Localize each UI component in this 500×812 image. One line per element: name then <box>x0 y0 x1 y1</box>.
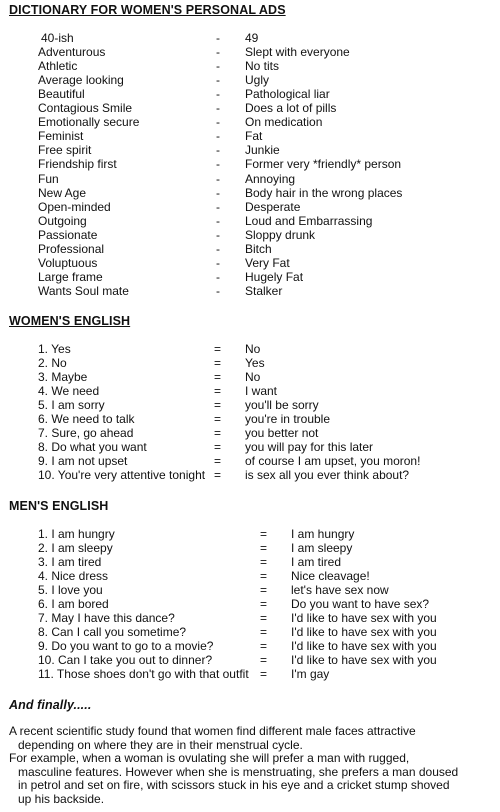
definition-row <box>0 583 500 597</box>
meaning-text: Annoying <box>245 171 296 186</box>
study-line-1: A recent scientific study found that women find different male faces attractive <box>9 724 416 738</box>
term-text: Free spirit <box>38 143 92 158</box>
separator-text: = <box>214 356 222 370</box>
term-text: 1. Yes <box>38 342 71 356</box>
definition-row <box>0 667 500 681</box>
study-line-2: depending on where they are in their menstrual cycle. <box>18 737 303 752</box>
definition-row <box>0 157 500 171</box>
separator-text: - <box>216 255 220 270</box>
term-text: New Age <box>38 185 87 200</box>
definition-row <box>0 228 500 242</box>
term-text: 7. Sure, go ahead <box>38 426 134 440</box>
meaning-text: Hugely Fat <box>245 269 304 284</box>
definition-row <box>0 356 500 370</box>
separator-text: - <box>216 59 220 74</box>
womens-english-title: WOMEN'S ENGLISH <box>9 314 131 328</box>
definition-row <box>0 555 500 569</box>
separator-text: - <box>216 227 220 242</box>
definition-row <box>0 87 500 101</box>
definition-row <box>0 398 500 412</box>
separator-text: - <box>216 115 220 130</box>
term-text: 1. I am hungry <box>38 527 115 541</box>
separator-text: = <box>260 653 268 667</box>
term-text: 9. I am not upset <box>38 454 128 468</box>
study-paragraph <box>9 725 499 752</box>
meaning-text: Very Fat <box>245 255 290 270</box>
separator-text: - <box>216 101 220 116</box>
definition-row <box>0 569 500 583</box>
term-text: 8. Do what you want <box>38 440 147 454</box>
definition-row <box>0 101 500 115</box>
separator-text: - <box>216 213 220 228</box>
term-text: 5. I love you <box>38 583 103 597</box>
separator-text: - <box>216 143 220 158</box>
meaning-text: Ugly <box>245 73 270 88</box>
meaning-text: No <box>245 370 261 384</box>
definition-row <box>0 625 500 639</box>
meaning-text: Do you want to have sex? <box>291 597 430 611</box>
definition-row <box>0 440 500 454</box>
definition-row <box>0 426 500 440</box>
separator-text: = <box>260 569 268 583</box>
separator-text: = <box>214 398 222 412</box>
definition-row <box>0 639 500 653</box>
definition-row <box>0 370 500 384</box>
separator-text: - <box>216 87 220 102</box>
definition-row <box>0 384 500 398</box>
meaning-text: No <box>245 342 261 356</box>
definition-row <box>0 454 500 468</box>
term-text: Adventurous <box>38 45 106 60</box>
term-text: 11. Those shoes don't go with that outfit <box>38 667 249 681</box>
term-text: 5. I am sorry <box>38 398 105 412</box>
separator-text: - <box>216 157 220 172</box>
term-text: 9. Do you want to go to a movie? <box>38 639 214 653</box>
separator-text: = <box>214 440 222 454</box>
meaning-text: let's have sex now <box>291 583 389 597</box>
meaning-text: you better not <box>245 426 319 440</box>
meaning-text: No tits <box>245 59 280 74</box>
definition-row <box>0 172 500 186</box>
definition-row <box>0 284 500 298</box>
meaning-text: you're in trouble <box>245 412 331 426</box>
meaning-text: I am hungry <box>291 527 355 541</box>
definition-row <box>0 45 500 59</box>
term-text: 4. Nice dress <box>38 569 109 583</box>
meaning-text: I'd like to have sex with you <box>291 625 437 639</box>
term-text: 3. I am tired <box>38 555 102 569</box>
definition-row <box>0 214 500 228</box>
separator-text: = <box>260 541 268 555</box>
term-text: 2. I am sleepy <box>38 541 113 555</box>
dictionary-title: DICTIONARY FOR WOMEN'S PERSONAL ADS <box>9 3 286 17</box>
meaning-text: you will pay for this later <box>245 440 374 454</box>
meaning-text: Junkie <box>245 143 280 158</box>
mens-english-title: MEN'S ENGLISH <box>9 499 109 513</box>
definition-row <box>0 412 500 426</box>
definition-row <box>0 527 500 541</box>
separator-text: = <box>260 667 268 681</box>
example-line-1: For example, when a woman is ovulating she will prefer a man with rugged, <box>9 751 410 765</box>
term-text: Feminist <box>38 129 84 144</box>
meaning-text: On medication <box>245 115 323 130</box>
term-text: Beautiful <box>38 87 85 102</box>
definition-row <box>0 186 500 200</box>
term-text: 4. We need <box>38 384 100 398</box>
term-text: Emotionally secure <box>38 115 140 130</box>
separator-text: - <box>216 171 220 186</box>
term-text: Large frame <box>38 269 103 284</box>
term-text: Average looking <box>38 73 124 88</box>
separator-text: = <box>214 342 222 356</box>
separator-text: - <box>216 241 220 256</box>
meaning-text: I am sleepy <box>291 541 353 555</box>
term-text: Wants Soul mate <box>38 283 129 298</box>
term-text: Contagious Smile <box>38 101 133 116</box>
separator-text: - <box>216 283 220 298</box>
meaning-text: Stalker <box>245 283 283 298</box>
meaning-text: Fat <box>245 129 263 144</box>
meaning-text: is sex all you ever think about? <box>245 468 410 482</box>
meaning-text: Does a lot of pills <box>245 101 337 116</box>
definition-row <box>0 270 500 284</box>
separator-text: = <box>214 454 222 468</box>
separator-text: - <box>216 73 220 88</box>
example-line-2: masculine features. However when she is menstruating, she prefers a man doused <box>18 764 459 779</box>
example-line-3: in petrol and set on fire, with scissors stuck in his eye and a cricket stump shoved <box>18 778 450 793</box>
separator-text: - <box>216 269 220 284</box>
definition-row <box>0 541 500 555</box>
definition-row <box>0 129 500 143</box>
meaning-text: Nice cleavage! <box>291 569 370 583</box>
separator-text: = <box>260 639 268 653</box>
definition-row <box>0 31 500 45</box>
meaning-text: I'd like to have sex with you <box>291 611 437 625</box>
term-text: Friendship first <box>38 157 117 172</box>
definition-row <box>0 468 500 482</box>
definition-row <box>0 242 500 256</box>
separator-text: = <box>260 555 268 569</box>
meaning-text: you'll be sorry <box>245 398 319 412</box>
definition-row <box>0 342 500 356</box>
term-text: 8. Can I call you sometime? <box>38 625 187 639</box>
meaning-text: Yes <box>245 356 265 370</box>
separator-text: - <box>216 185 220 200</box>
meaning-text: Loud and Embarrassing <box>245 213 373 228</box>
definition-row <box>0 115 500 129</box>
meaning-text: 49 <box>245 31 259 45</box>
term-text: 6. I am bored <box>38 597 109 611</box>
and-finally-title: And finally..... <box>9 698 92 712</box>
separator-text: = <box>260 625 268 639</box>
term-text: Open-minded <box>38 199 111 214</box>
definition-row <box>0 256 500 270</box>
meaning-text: I'm gay <box>291 667 330 681</box>
term-text: 40-ish <box>41 31 74 45</box>
separator-text: - <box>216 31 220 45</box>
separator-text: - <box>216 199 220 214</box>
meaning-text: Desperate <box>245 199 301 214</box>
separator-text: = <box>214 370 222 384</box>
meaning-text: Bitch <box>245 241 272 256</box>
definition-row <box>0 653 500 667</box>
definition-row <box>0 73 500 87</box>
term-text: Professional <box>38 241 105 256</box>
term-text: 10. Can I take you out to dinner? <box>38 653 213 667</box>
separator-text: = <box>260 583 268 597</box>
example-line-4: up his backside. <box>18 791 105 806</box>
meaning-text: I am tired <box>291 555 342 569</box>
separator-text: = <box>214 426 222 440</box>
meaning-text: I'd like to have sex with you <box>291 653 437 667</box>
meaning-text: I'd like to have sex with you <box>291 639 437 653</box>
separator-text: - <box>216 129 220 144</box>
separator-text: = <box>260 611 268 625</box>
definition-row <box>0 59 500 73</box>
example-paragraph <box>9 752 499 806</box>
term-text: Passionate <box>38 227 98 242</box>
term-text: 6. We need to talk <box>38 412 135 426</box>
separator-text: = <box>260 527 268 541</box>
term-text: 3. Maybe <box>38 370 88 384</box>
definition-row <box>0 611 500 625</box>
meaning-text: Pathological liar <box>245 87 330 102</box>
separator-text: = <box>260 597 268 611</box>
term-text: Voluptuous <box>38 255 98 270</box>
term-text: 2. No <box>38 356 67 370</box>
term-text: Athletic <box>38 59 78 74</box>
meaning-text: Slept with everyone <box>245 45 350 60</box>
definition-row <box>0 597 500 611</box>
definition-row <box>0 143 500 157</box>
meaning-text: of course I am upset, you moron! <box>245 454 421 468</box>
term-text: Outgoing <box>38 213 87 228</box>
meaning-text: Former very *friendly* person <box>245 157 402 172</box>
meaning-text: Body hair in the wrong places <box>245 185 403 200</box>
separator-text: - <box>216 45 220 60</box>
term-text: Fun <box>38 171 59 186</box>
meaning-text: Sloppy drunk <box>245 227 316 242</box>
separator-text: = <box>214 468 222 482</box>
separator-text: = <box>214 412 222 426</box>
term-text: 10. You're very attentive tonight <box>38 468 206 482</box>
separator-text: = <box>214 384 222 398</box>
meaning-text: I want <box>245 384 278 398</box>
term-text: 7. May I have this dance? <box>38 611 175 625</box>
definition-row <box>0 200 500 214</box>
